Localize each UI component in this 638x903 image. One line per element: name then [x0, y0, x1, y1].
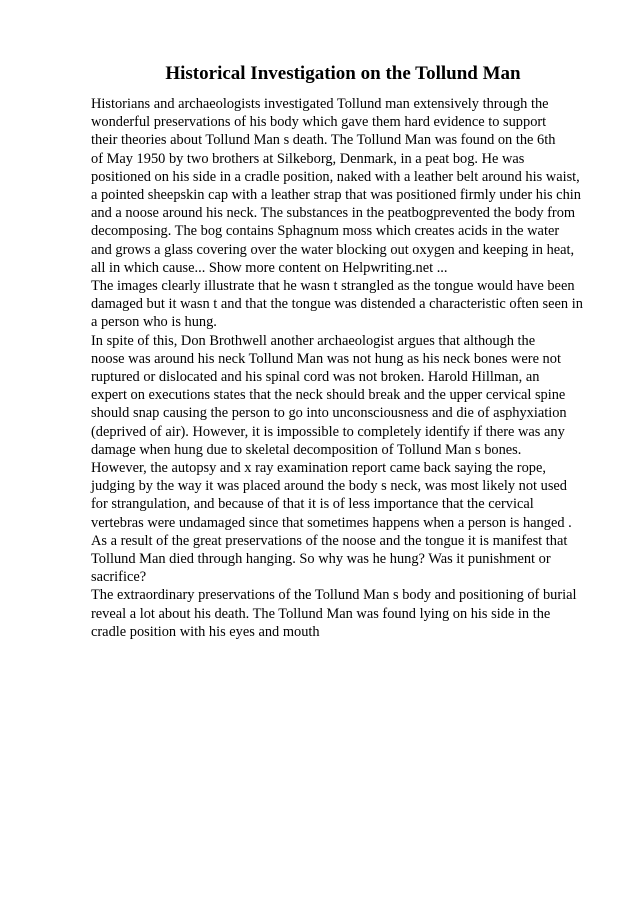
document-body	[91, 95, 611, 641]
body-line: positioned on his side in a cradle position, naked with a leather belt around his waist,	[91, 168, 580, 185]
body-line: a pointed sheepskin cap with a leather strap that was positioned firmly under his chin	[91, 187, 581, 204]
body-line: and a noose around his neck. The substances in the peatbogprevented the body from	[91, 205, 576, 222]
body-line: should snap causing the person to go into unconsciousness and die of asphyxiation	[91, 405, 567, 422]
body-line: judging by the way it was placed around the body s neck, was most likely not used	[91, 478, 568, 495]
body-line: their theories about Tollund Man s death. The Tollund Man was found on the 6th	[91, 132, 556, 149]
body-line: Historians and archaeologists investigated Tollund man extensively through the	[91, 96, 549, 112]
body-line: noose was around his neck Tollund Man was not hung as his neck bones were not	[91, 350, 561, 367]
body-line: a person who is hung.	[91, 314, 217, 331]
body-line: decomposing. The bog contains Sphagnum moss which creates acids in the water	[91, 223, 560, 240]
body-line: The images clearly illustrate that he wasn t strangled as the tongue would have been	[91, 278, 575, 295]
body-line: expert on executions states that the neck should break and the upper cervical spine	[91, 387, 566, 404]
body-line: for strangulation, and because of that it is of less importance that the cervical	[91, 496, 534, 513]
body-line: vertebras were undamaged since that sometimes happens when a person is hanged .	[91, 514, 572, 531]
body-line: Tollund Man died through hanging. So why was he hung? Was it punishment or	[91, 551, 551, 568]
body-line: damage when hung due to skeletal decomposition of Tollund Man s bones.	[91, 441, 522, 458]
body-line: sacrifice?	[91, 569, 147, 586]
body-line: reveal a lot about his death. The Tollund Man was found lying on his side in the	[91, 605, 551, 622]
body-line: ruptured or dislocated and his spinal cord was not broken. Harold Hillman, an	[91, 369, 540, 386]
body-line: of May 1950 by two brothers at Silkeborg, Denmark, in a peat bog. He was	[91, 150, 525, 167]
body-line: all in which cause... Show more content on Helpwriting.net ...	[91, 259, 448, 276]
body-line: However, the autopsy and x ray examination report came back saying the rope,	[91, 460, 546, 477]
document-title: Historical Investigation on the Tollund Man	[165, 63, 521, 84]
body-line: (deprived of air). However, it is impossible to completely identify if there was any	[91, 423, 565, 440]
body-line: The extraordinary preservations of the Tollund Man s body and positioning of burial	[91, 587, 577, 604]
body-line: damaged but it wasn t and that the tongue was distended a characteristic often seen in	[91, 296, 583, 313]
body-line: wonderful preservations of his body which gave them hard evidence to support	[91, 114, 547, 131]
body-line: As a result of the great preservations of the noose and the tongue it is manifest that	[91, 532, 568, 549]
body-line: cradle position with his eyes and mouth	[91, 623, 320, 640]
body-line: In spite of this, Don Brothwell another archaeologist argues that although the	[91, 332, 536, 349]
body-line: and grows a glass covering over the water blocking out oxygen and keeping in heat,	[91, 241, 575, 258]
